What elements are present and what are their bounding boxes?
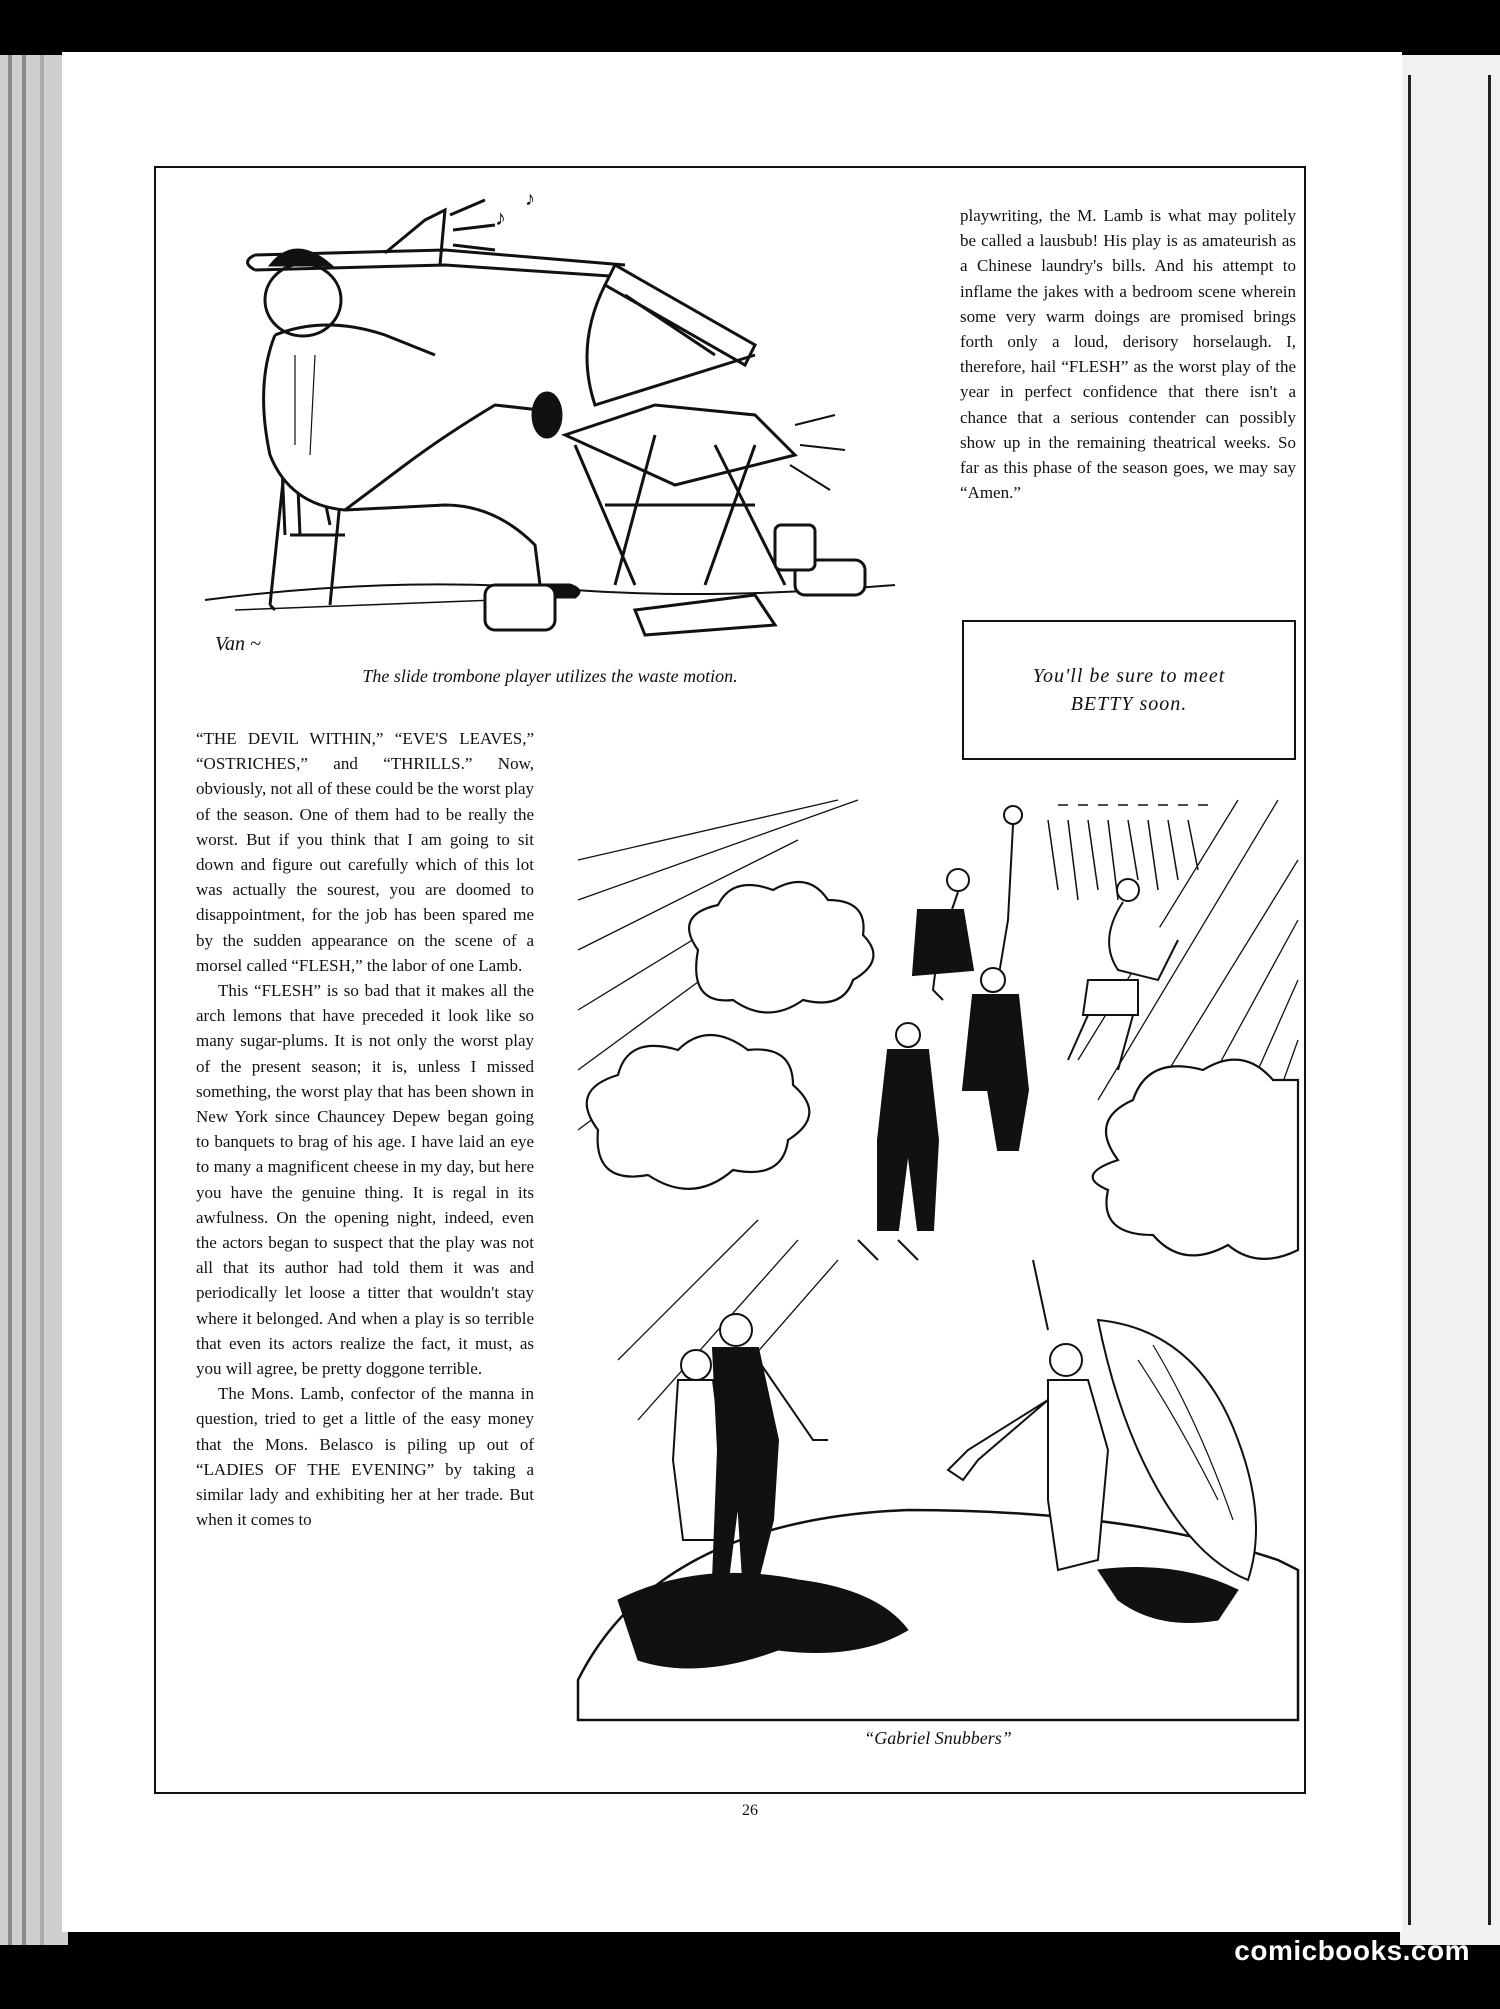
top-right-column <box>960 203 1296 505</box>
betty-line-1: You'll be sure to meet <box>1032 665 1226 687</box>
gabriel-caption: “Gabriel Snubbers” <box>864 1728 1012 1748</box>
trombone-caption: The slide trombone player utilizes the waste motion. <box>362 666 738 686</box>
gabriel-snubbers-illustration <box>578 800 1298 1720</box>
betty-line-2: BETTY soon. <box>1070 693 1188 715</box>
left-column <box>196 726 534 1533</box>
paragraph: “THE DEVIL WITHIN,” “EVE'S LEAVES,” “OSTRICHES,” and “THRILLS.” Now, obviously, not all of these could be the worst play of the season. One of them had to be really the worst. But if you think that I am going to sit down and figure out carefully which of this lot was actually the sourest, you are doomed to disappointment, for the job has been spared me by the sudden appearance on the scene of a morsel called “FLESH,” the labor of one Lamb. <box>196 729 534 975</box>
svg-text:♪: ♪ <box>495 205 506 230</box>
book-binding-left <box>0 55 68 1945</box>
betty-notice-box <box>962 620 1296 760</box>
paragraph: The Mons. Lamb, confector of the manna in question, tried to get a little of the easy money that the Mons. Belasco is piling up out of “LADIES OF THE EVENING” by taking a similar lady and exhibiting her at her trade. But when it comes to <box>196 1384 534 1530</box>
paragraph: playwriting, the M. Lamb is what may politely be called a lausbub! His play is as amateurish as a Chinese laundry's bills. And his attempt to inflame the jakes with a bedroom scene wherein some very warm doings are promised brings forth only a loud, derisory horselaugh. I, therefore, hail “FLESH” as the worst play of the year in perfect confidence that there isn't a chance that a serious contender can possibly show up in the remaining theatrical weeks. So far as this phase of the season goes, we may say “Amen.” <box>960 206 1296 503</box>
svg-text:♪: ♪ <box>525 188 535 210</box>
paragraph: This “FLESH” is so bad that it makes all the arch lemons that have preceded it look like so many sugar-plums. It is not only the worst play of the present season; it is, unless I missed something, the worst play that has been shown in New York since Chauncey Depew began going to banquets to brag of his age. I have laid an eye to many a magnificent cheese in my day, but here you have the genuine thing. It is regal in its awfulness. On the opening night, indeed, even the actors began to suspect that the play was not all that its author had told them it was and periodically let loose a titter that wouldn't stay where it belonged. And when a play is so terrible that even its actors realize the fact, it must, as you will agree, be pretty doggone terrible. <box>196 981 534 1379</box>
svg-text:Van ~: Van ~ <box>215 633 261 655</box>
trombone-illustration <box>195 188 915 655</box>
page-number: 26 <box>742 1802 758 1819</box>
adjacent-page-edge <box>1400 55 1500 1945</box>
watermark: comicbooks.com <box>1234 1935 1470 1966</box>
